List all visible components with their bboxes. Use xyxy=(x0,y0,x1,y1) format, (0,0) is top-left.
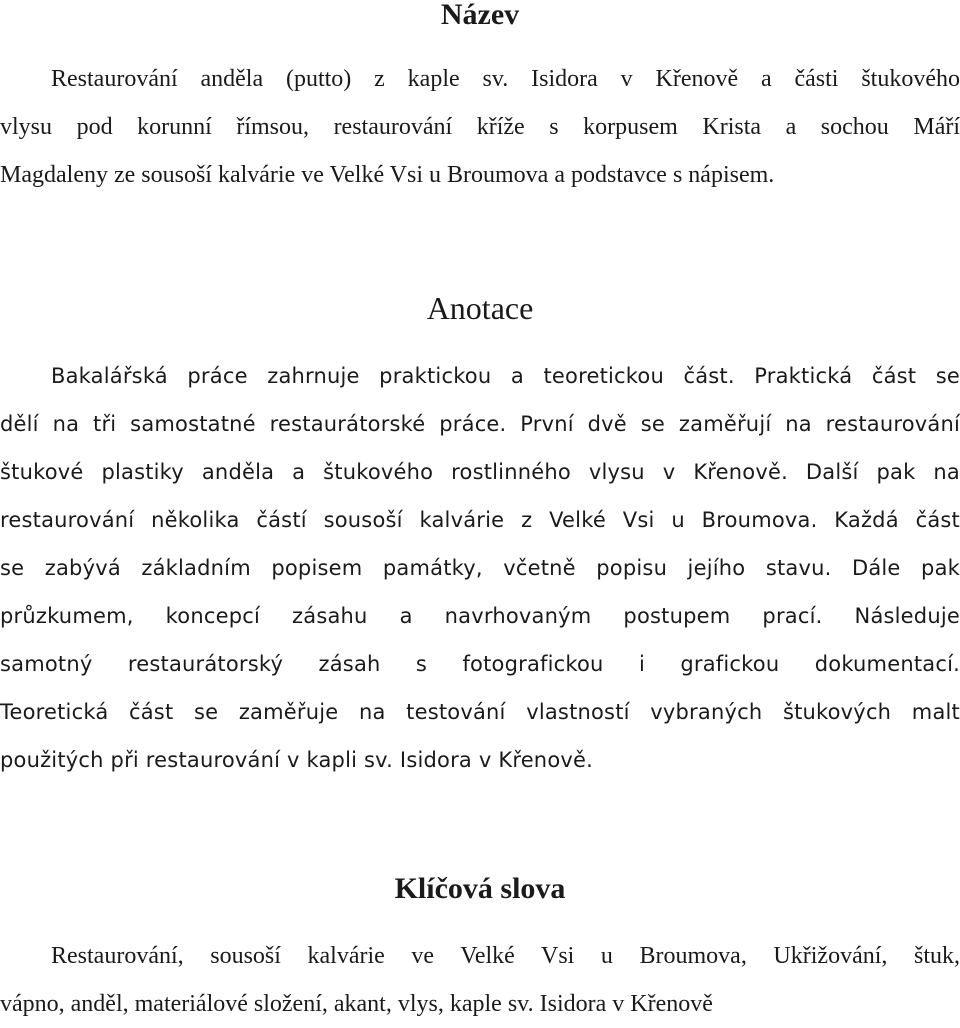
annotation-line-5: se zabývá základním popisem památky, včetně popisu jejího stavu. Dále pak xyxy=(0,556,960,580)
annotation-line-7: samotný restaurátorský zásah s fotografickou i grafickou dokumentací. xyxy=(0,652,960,676)
keywords-line-2: vápno, anděl, materiálové složení, akant, vlys, kaple sv. Isidora v Křenově xyxy=(0,991,713,1017)
annotation-line-2: dělí na tři samostatné restaurátorské práce. První dvě se zaměřují na restaurování xyxy=(0,412,960,436)
annotation-line-6: průzkumem, koncepcí zásahu a navrhovaným postupem prací. Následuje xyxy=(0,604,960,628)
keywords-heading: Klíčová slova xyxy=(394,872,566,905)
annotation-paragraph xyxy=(0,352,960,784)
annotation-line-3: štukové plastiky anděla a štukového rostlinného vlysu v Křenově. Další pak na xyxy=(0,460,960,484)
title-heading: Název xyxy=(440,0,520,31)
keywords-line-1: Restaurování, sousoší kalvárie ve Velké Vsi u Broumova, Ukřižování, štuk, xyxy=(51,943,960,969)
title-line-2: vlysu pod korunní římsou, restaurování kříže s korpusem Krista a sochou Máří xyxy=(0,114,960,140)
annotation-line-1: Bakalářská práce zahrnuje praktickou a teoretickou část. Praktická část se xyxy=(51,364,960,388)
title-line-1: Restaurování anděla (putto) z kaple sv. Isidora v Křenově a části štukového xyxy=(51,66,960,92)
title-paragraph xyxy=(0,55,960,199)
annotation-line-4: restaurování několika částí sousoší kalvárie z Velké Vsi u Broumova. Každá část xyxy=(0,508,960,532)
annotation-line-9: použitých při restaurování v kapli sv. Isidora v Křenově. xyxy=(0,748,593,772)
annotation-line-8: Teoretická část se zaměřuje na testování vlastností vybraných štukových malt xyxy=(0,700,960,724)
annotation-heading: Anotace xyxy=(426,290,534,326)
title-line-3: Magdaleny ze sousoší kalvárie ve Velké Vsi u Broumova a podstavce s nápisem. xyxy=(0,162,775,188)
keywords-paragraph xyxy=(0,932,960,1028)
